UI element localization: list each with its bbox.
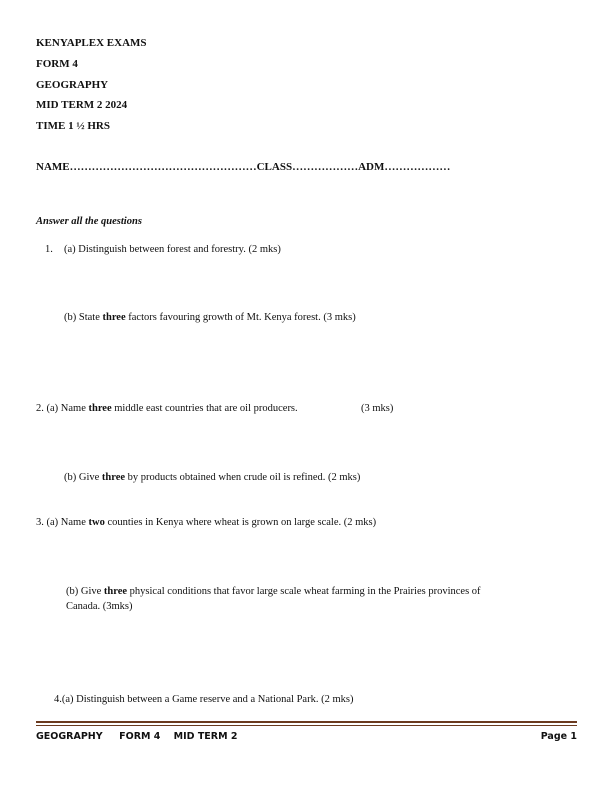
question-3b-line2: Canada. (3mks)	[66, 601, 133, 612]
question-2b-post: by products obtained when crude oil is refined. (2 mks)	[125, 472, 361, 483]
question-3a	[36, 517, 376, 528]
question-2b-pre: (b) Give	[64, 472, 102, 483]
footer-title: GEOGRAPHY FORM 4 MID TERM 2	[36, 731, 238, 742]
question-2a-pre: 2. (a) Name	[36, 403, 89, 414]
question-1a: (a) Distinguish between forest and forestry. (2 mks)	[64, 244, 281, 255]
footer-rule-thick	[36, 721, 577, 723]
question-1-number: 1.	[45, 244, 53, 255]
question-1b	[64, 312, 356, 323]
question-3b-pre: (b) Give	[66, 586, 104, 597]
question-2a	[36, 403, 298, 414]
school-name: KENYAPLEX EXAMS	[36, 37, 147, 49]
question-1b-pre: (b) State	[64, 312, 103, 323]
question-3b-line1	[66, 586, 481, 597]
student-details-line: NAME……………………………………………CLASS………………ADM………………	[36, 161, 451, 173]
page-number: Page 1	[540, 731, 577, 742]
question-1b-post: factors favouring growth of Mt. Kenya forest. (3 mks)	[125, 312, 356, 323]
question-4a: 4.(a) Distinguish between a Game reserve and a National Park. (2 mks)	[54, 694, 354, 705]
question-2a-bold: three	[88, 403, 112, 414]
question-3b-post: physical conditions that favor large scale wheat farming in the Prairies provinces of	[127, 586, 481, 597]
question-3a-pre: 3. (a) Name	[36, 517, 89, 528]
question-1b-bold: three	[102, 312, 126, 323]
question-3b-bold: three	[103, 586, 128, 597]
form-level: FORM 4	[36, 58, 78, 70]
question-3a-post: counties in Kenya where wheat is grown on large scale. (2 mks)	[104, 517, 377, 528]
subject: GEOGRAPHY	[36, 79, 109, 91]
question-2b-bold: three	[101, 472, 126, 483]
instructions: Answer all the questions	[36, 216, 142, 227]
question-2a-post: middle east countries that are oil producers.	[111, 403, 298, 414]
footer-rule-thin	[36, 725, 577, 726]
question-3a-bold: two	[88, 517, 105, 528]
exam-time: TIME 1 ½ HRS	[36, 120, 110, 132]
exam-term: MID TERM 2 2024	[36, 99, 128, 111]
question-2b	[64, 472, 360, 483]
question-2a-marks: (3 mks)	[361, 403, 394, 414]
